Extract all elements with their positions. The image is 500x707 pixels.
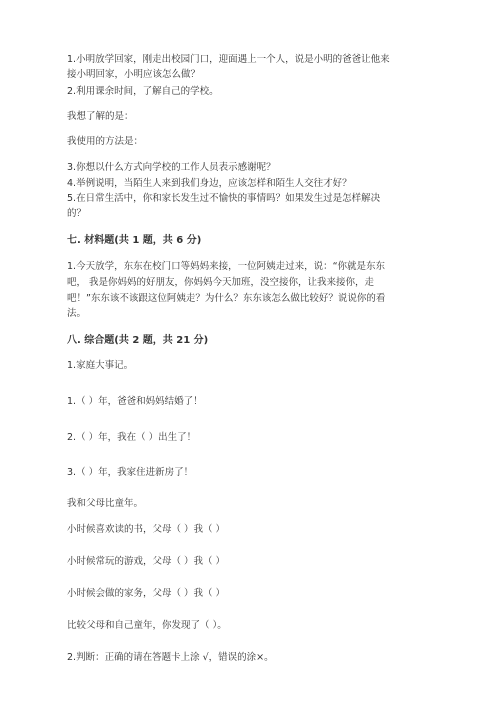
section-7-para-line-2: 吧， 我是你妈妈的好朋友，你妈妈今天加班，没空接你，让我来接你，走 <box>67 277 375 288</box>
question-5-line-2: 的？ <box>67 208 87 219</box>
section-7-title: 七. 材料题(共 1 题，共 6 分) <box>67 235 202 246</box>
section-8-question-2: 2.判断：正确的请在答题卡上涂 √，错误的涂×。 <box>67 652 274 663</box>
question-1-line-2: 接小明回家，小明应该怎么做？ <box>67 69 201 80</box>
family-event-2: 2.（ ）年，我在（ ）出生了！ <box>67 432 197 443</box>
section-8-question-1: 1.家庭大事记。 <box>67 360 134 371</box>
compare-chores: 小时候会做的家务，父母（ ）我（ ） <box>67 588 226 599</box>
compare-finding: 比较父母和自己童年，你发现了（ ）。 <box>67 620 227 631</box>
section-7-para-line-3: 吧！”东东该不该跟这位阿姨走？为什么？东东该怎么做比较好？说说你的看 <box>67 293 386 304</box>
compare-books: 小时候喜欢读的书，父母（ ）我（ ） <box>67 524 226 535</box>
method-label: 我使用的方法是： <box>67 136 144 147</box>
want-to-learn-label: 我想了解的是： <box>67 111 134 122</box>
question-4: 4.举例说明，当陌生人来到我们身边，应该怎样和陌生人交往才好？ <box>67 178 352 189</box>
section-7-para-line-1: 1.今天放学，东东在校门口等妈妈来接，一位阿姨走过来，说：“你就是东东 <box>67 261 385 272</box>
question-1-line-1: 1.小明放学回家，刚走出校园门口，迎面遇上一个人，说是小明的爸爸让他来 <box>67 54 390 65</box>
section-8-title: 八. 综合题(共 2 题，共 21 分) <box>67 335 209 346</box>
question-3: 3.你想以什么方式向学校的工作人员表示感谢呢？ <box>67 162 276 173</box>
compare-childhood-label: 我和父母比童年。 <box>67 498 144 509</box>
family-event-3: 3.（ ）年，我家住进新房了！ <box>67 467 194 478</box>
question-2: 2.利用课余时间，了解自己的学校。 <box>67 86 219 97</box>
section-7-para-line-4: 法。 <box>67 308 87 319</box>
compare-games: 小时候常玩的游戏，父母（ ）我（ ） <box>67 556 226 567</box>
family-event-1: 1.（ ）年，爸爸和妈妈结婚了！ <box>67 396 203 407</box>
question-5-line-1: 5.在日常生活中，你和家长发生过不愉快的事情吗？如果发生过是怎样解决 <box>67 193 381 204</box>
